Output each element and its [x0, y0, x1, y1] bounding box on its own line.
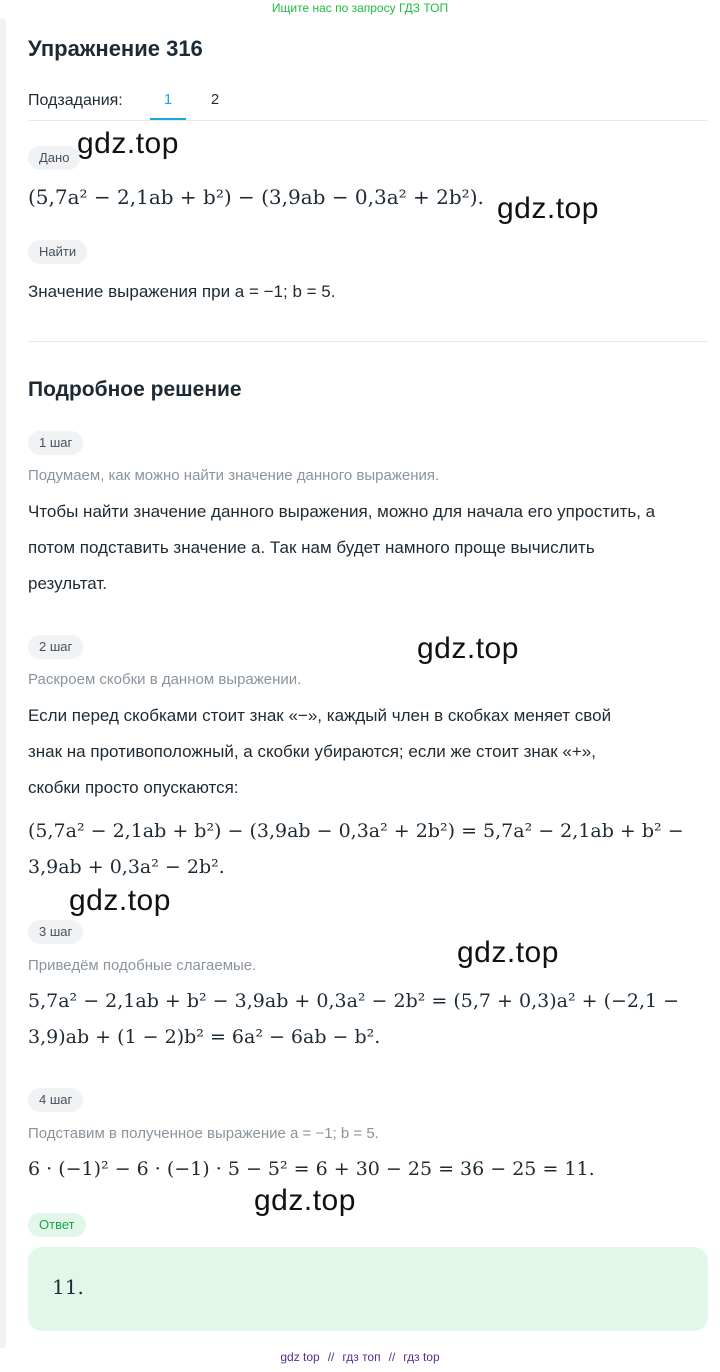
- step-1-hint: Подумаем, как можно найти значение данного выражения.: [28, 467, 440, 484]
- watermark: gdz.top: [457, 936, 559, 969]
- step-1-line-1: Чтобы найти значение данного выражения, можно для начала его упростить, а: [28, 502, 656, 521]
- step-3-math-2: 3,9)ab + (1 − 2)b² = 6a² − 6ab − b².: [28, 1026, 381, 1048]
- subtasks-label: Подзадания:: [28, 92, 123, 109]
- page-title: Упражнение 316: [28, 36, 203, 61]
- subtasks-bar: [28, 84, 708, 121]
- step-1-line-3: результат.: [28, 574, 108, 593]
- section-divider: [28, 341, 708, 342]
- step-4-chip: 4 шаг: [28, 1088, 83, 1112]
- watermark: gdz.top: [254, 1184, 356, 1217]
- step-2-math-2: 3,9ab + 0,3a² − 2b².: [28, 856, 225, 878]
- step-3-chip: 3 шаг: [28, 920, 83, 944]
- step-2-line-3: скобки просто опускаются:: [28, 778, 239, 797]
- watermark: gdz.top: [497, 192, 599, 225]
- answer-chip: Ответ: [28, 1213, 86, 1237]
- footer: [0, 1350, 720, 1364]
- given-expression: (5,7a² − 2,1ab + b²) − (3,9ab − 0,3a² + 2b²).: [28, 185, 484, 209]
- footer-separator: //: [327, 1350, 335, 1364]
- footer-separator: //: [388, 1350, 396, 1364]
- subtask-tab-2[interactable]: 2: [210, 91, 220, 108]
- watermark: gdz.top: [417, 632, 519, 665]
- answer-value: 11.: [52, 1275, 84, 1299]
- step-1-line-2: потом подставить значение a. Так нам будет намного проще вычислить: [28, 538, 595, 557]
- watermark: gdz.top: [69, 884, 171, 917]
- solution-title: Подробное решение: [28, 378, 242, 401]
- step-2-line-2: знак на противоположный, а скобки убираются; если же стоит знак «+»,: [28, 742, 596, 761]
- step-2-chip: 2 шаг: [28, 635, 83, 659]
- watermark: gdz.top: [77, 127, 179, 160]
- step-2-line-1: Если перед скобками стоит знак «−», каждый член в скобках меняет свой: [28, 706, 612, 725]
- find-text: Значение выражения при a = −1; b = 5.: [28, 282, 336, 301]
- find-chip: Найти: [28, 240, 87, 264]
- given-chip: Дано: [28, 146, 80, 170]
- top-banner[interactable]: Ищите нас по запросу ГДЗ ТОП: [271, 1, 449, 15]
- footer-link-3[interactable]: гдз top: [403, 1350, 440, 1364]
- step-4-hint: Подставим в полученное выражение a = −1; b = 5.: [28, 1125, 379, 1142]
- step-4-math-1: 6 · (−1)² − 6 · (−1) · 5 − 5² = 6 + 30 − 25 = 36 − 25 = 11.: [28, 1158, 595, 1180]
- step-3-hint: Приведём подобные слагаемые.: [28, 957, 257, 974]
- step-2-math-1: (5,7a² − 2,1ab + b²) − (3,9ab − 0,3a² + 2b²) = 5,7a² − 2,1ab + b² −: [28, 820, 684, 842]
- step-1-chip: 1 шаг: [28, 431, 83, 455]
- left-rail: [0, 18, 6, 1348]
- step-2-hint: Раскроем скобки в данном выражении.: [28, 671, 302, 688]
- answer-box: [28, 1247, 708, 1331]
- step-3-math-1: 5,7a² − 2,1ab + b² − 3,9ab + 0,3a² − 2b² = (5,7 + 0,3)a² + (−2,1 −: [28, 990, 680, 1012]
- subtask-tab-1[interactable]: 1: [150, 84, 186, 120]
- footer-link-1[interactable]: gdz top: [280, 1350, 320, 1364]
- footer-link-2[interactable]: гдз топ: [342, 1350, 381, 1364]
